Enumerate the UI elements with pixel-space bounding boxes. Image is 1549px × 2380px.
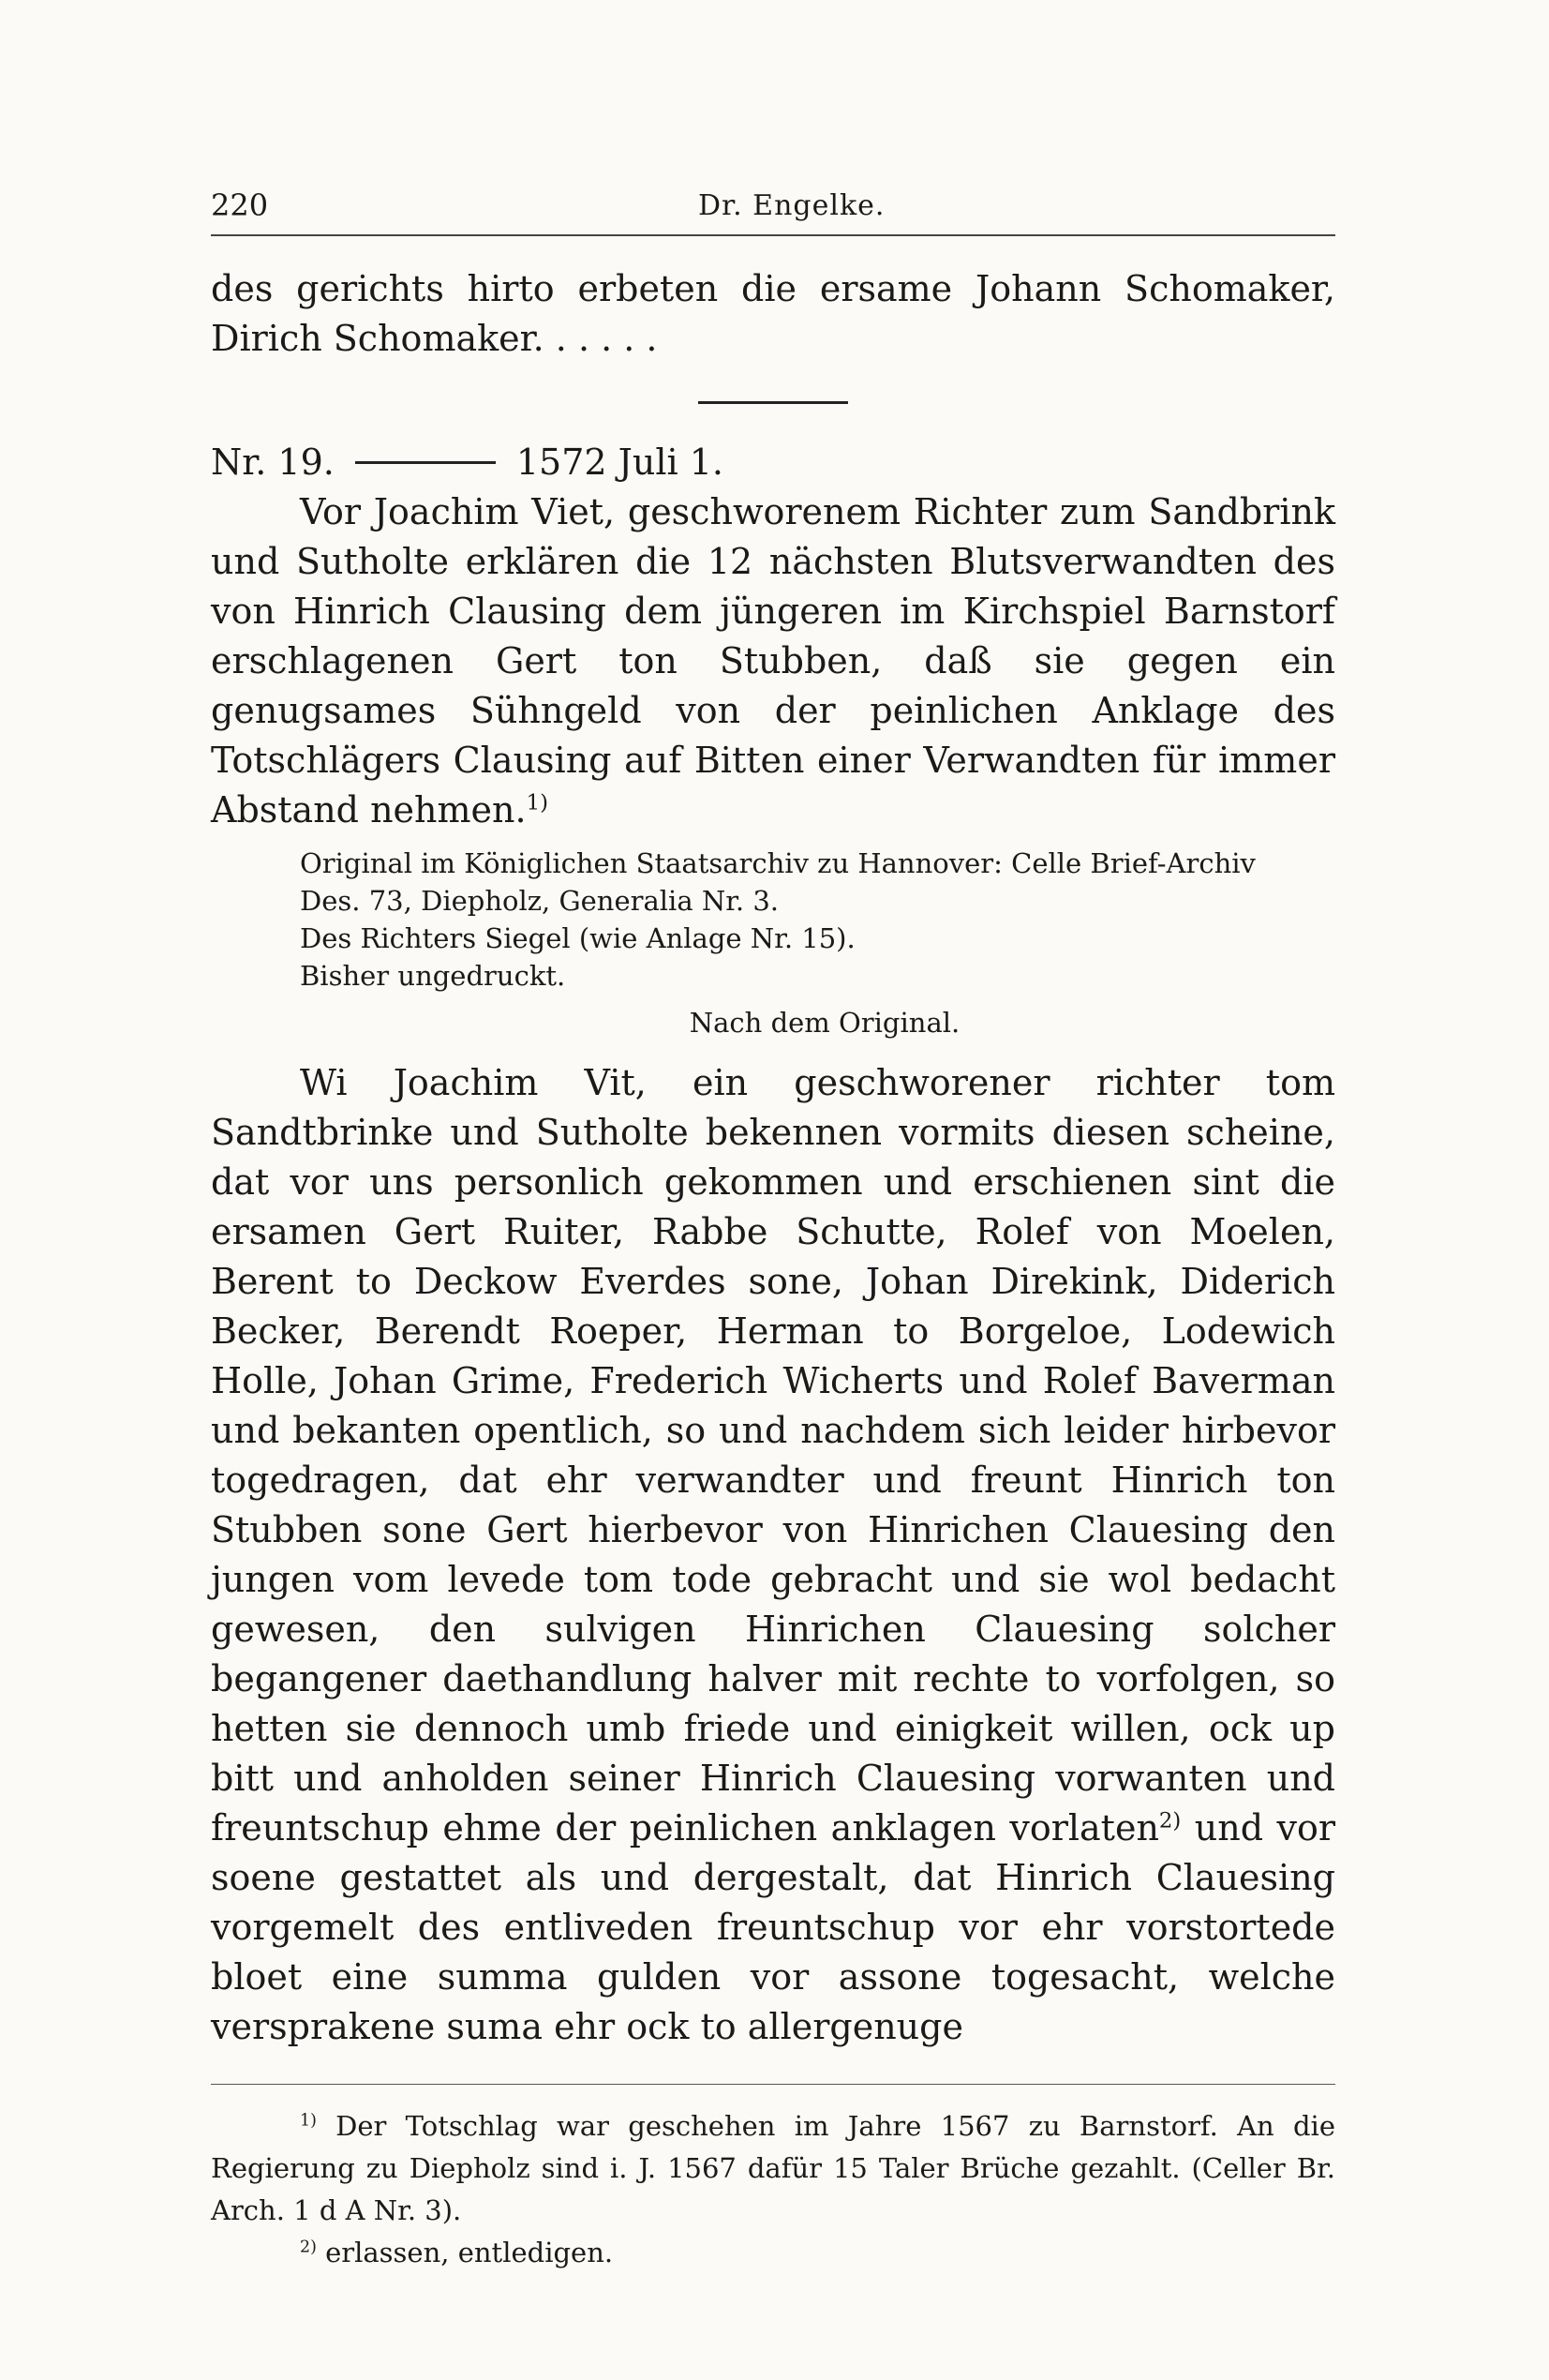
- source-note: Bisher ungedruckt.: [300, 960, 566, 992]
- page-content: [211, 178, 1335, 2274]
- regest-text: Vor Joachim Viet, geschworenem Richter zum Sandbrink und Sutholte erklären die 12 nächsten Blutsverwandten des von Hinrich Clausing dem jüngeren im Kirchspiel Barnstorf erschlagenen Gert ton Stubben, daß sie gegen ein genugsames Sühngeld von der peinlichen Anklage des Totschlägers Clausing auf Bitten einer Verwandten für immer Abstand nehmen.: [211, 491, 1335, 831]
- footnote-rule: [211, 2084, 1335, 2085]
- source-note: Des. 73, Diepholz, Generalia Nr. 3.: [300, 885, 779, 917]
- heading-dash: [355, 461, 496, 464]
- intro-paragraph: des gerichts hirto erbeten die ersame Johann Schomaker, Dirich Schomaker. . . . . .: [211, 268, 1335, 359]
- main-text-part: Wi Joachim Vit, ein geschworener richter tom Sandtbrinke und Sutholte bekennen vormits diesen scheine, dat vor uns personlich gekommen und erschienen sint die ersamen Gert Ruiter, Rabbe Schutte, Rolef von Moelen, Berent to Deckow Everdes sone, Johan Direkink, Diderich Becker, Berendt Roeper, Herman to Borgeloe, Lodewich Holle, Johan Grime, Frederich Wicherts und Rolef Baverman und bekanten opentlich, so und nachdem sich leider hirbevor togedragen, dat ehr verwandter und freunt Hinrich ton Stubben sone Gert hierbevor von Hinrichen Clauesing den jungen vom levede tom tode gebracht und sie wol bedacht gewesen, den sulvigen Hinrichen Clauesing solcher begangener daethandlung halver mit rechte to vorfolgen, so hetten sie dennoch umb friede und einigkeit willen, ock up bitt und anholden seiner Hinrich Clauesing vorwanten und freuntschup ehme der peinlichen anklagen vorlaten: [211, 1062, 1335, 1849]
- footnotes: [211, 2105, 1335, 2274]
- document-date: 1572 Juli 1.: [515, 442, 723, 483]
- footnote: [211, 2232, 1335, 2274]
- footnote: [211, 2105, 1335, 2232]
- running-head: Dr. Engelke.: [698, 189, 886, 222]
- source-notes: [211, 845, 1335, 995]
- origin-note: Nach dem Original.: [689, 1007, 961, 1039]
- main-text-paragraph: [211, 1058, 1335, 2052]
- page-number: 220: [211, 187, 269, 223]
- document-number: Nr. 19.: [211, 442, 335, 483]
- document-heading: [211, 438, 1335, 487]
- regest-paragraph: [211, 487, 1335, 835]
- footnote-reference: 1): [526, 790, 548, 816]
- footnote-mark: 2): [300, 2238, 317, 2257]
- main-text-part: und vor soene gestattet als und dergestalt, dat Hinrich Clauesing vorgemelt des entliveden freuntschup vor ehr vorstortede bloet eine summa gulden vor assone togesacht, welche versprakene suma ehr ock to allergenuge: [211, 1807, 1335, 2047]
- footnote-reference: 2): [1158, 1808, 1182, 1834]
- footnote-text: erlassen, entledigen.: [316, 2237, 614, 2268]
- section-separator: [698, 401, 848, 404]
- page-header: [211, 178, 1335, 236]
- source-note: Original im Königlichen Staatsarchiv zu Hannover: Celle Brief-Archiv: [300, 847, 1256, 879]
- footnote-mark: 1): [300, 2111, 317, 2131]
- source-note: Des Richters Siegel (wie Anlage Nr. 15).: [300, 922, 856, 954]
- footnote-text: Der Totschlag war geschehen im Jahre 1567 zu Barnstorf. An die Regierung zu Diepholz sind i. J. 1567 dafür 15 Taler Brüche gezahlt. (Celler Br. Arch. 1 d A Nr. 3).: [211, 2110, 1335, 2226]
